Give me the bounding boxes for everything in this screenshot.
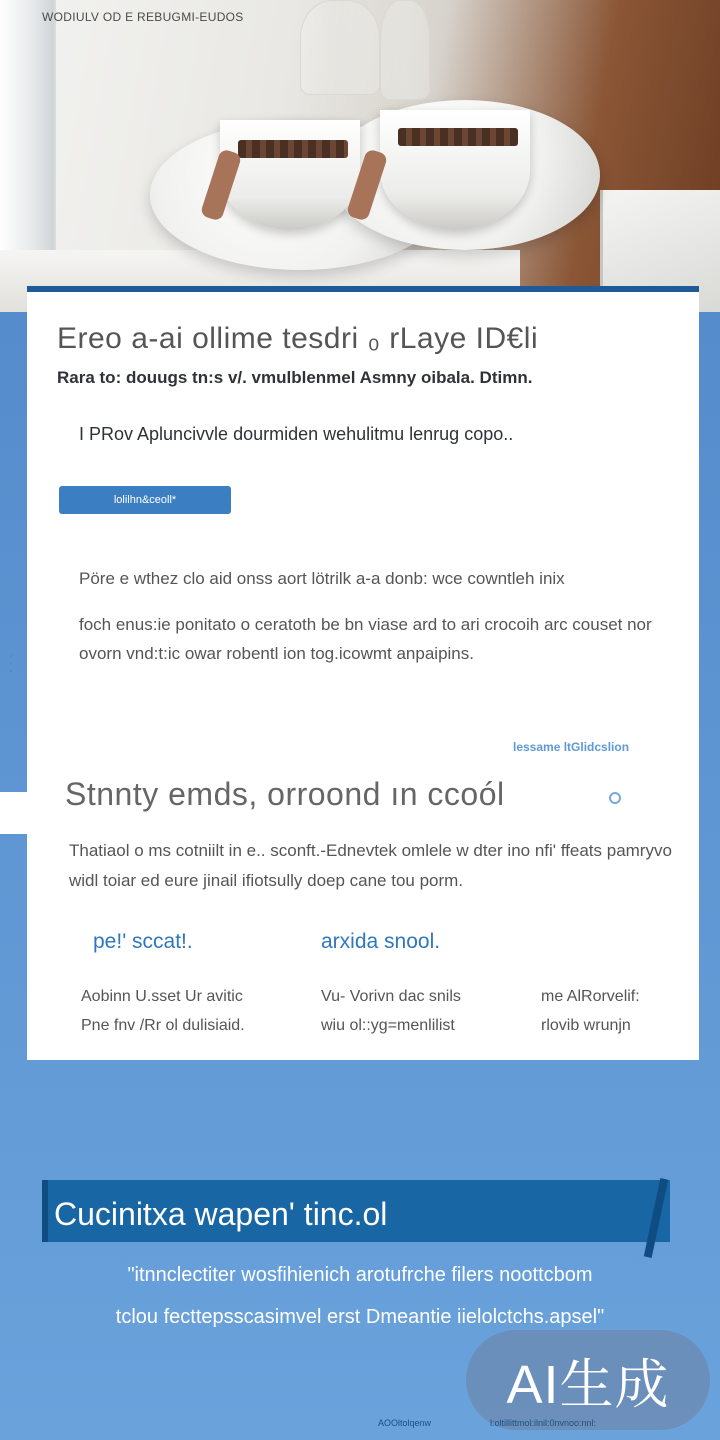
banner-text-line-2: tclou fecttepsscasimvel erst Dmeantie iielolctchs.apsel"	[115, 1306, 605, 1328]
page-headline: Ereo a-ai ollime tesdri ₀ rLaye ID€li	[57, 322, 539, 355]
column-line: wiu ol::yg=menlilist	[321, 1017, 455, 1034]
footer-note: l:oltillittmol:ilnil:0nvnoo:nnl:	[490, 1418, 597, 1428]
ai-generated-badge: AI生成	[466, 1330, 710, 1430]
feature-column-1	[81, 982, 245, 1040]
hero-image	[0, 0, 720, 312]
hero-caption: WODIULV OD E REBUGMI-EUDOS	[42, 10, 244, 24]
banner-text-line-1: "itnnclectiter wosfihienich arotufrche filers noottcbom	[127, 1264, 593, 1286]
tagline: I PRov Apluncivvle dourmiden wehulitmu lenrug copo..	[79, 424, 514, 444]
bowl-shape	[220, 120, 360, 230]
glass-shape	[300, 0, 380, 95]
column-line: rlovib wrunjn	[541, 1017, 631, 1034]
column-line: Aobinn U.sset Ur avitic	[81, 988, 243, 1005]
chocolate-shape	[238, 140, 348, 158]
column-line: Vu- Vorivn dac snils	[321, 988, 461, 1005]
glass-shape	[380, 0, 430, 100]
column-line: Pne fnv /Rr ol dulisiaid.	[81, 1017, 245, 1034]
side-decoration-icon: ⋮	[0, 650, 22, 675]
description-paragraph: foch enus:ie ponitato o ceratoth be bn viase ard to ari crocoih arc couset nor ovorn vnd:t:ic owar robentl ion tog.icowmt anpaipins.	[79, 615, 652, 663]
column-line: me AlRorvelif:	[541, 988, 640, 1005]
circle-icon	[609, 792, 621, 804]
feature-link-2[interactable]: arxida snool.	[321, 930, 441, 953]
chocolate-shape	[398, 128, 518, 146]
section-body: Thatiaol o ms cotniilt in e.. sconft.-Ednevtek omlele w dter ino nfi' ffeats pamryvo widl toiar ed eure jinail ifiotsully doep cane tou porm.	[69, 841, 672, 890]
feature-link-1[interactable]: pe!' sccat!.	[93, 930, 193, 953]
banner-title: Cucinitxa wapen' tinc.ol	[54, 1196, 388, 1232]
feature-column-2	[321, 982, 461, 1040]
feature-column-3	[541, 982, 640, 1040]
footer-note: AOOltolqenw	[378, 1418, 432, 1428]
small-link-label[interactable]: lessame ltGlidcslion	[513, 740, 630, 754]
cta-button[interactable]: lolilhn&ceoll*	[59, 486, 231, 514]
main-card	[27, 286, 699, 1060]
intro-paragraph: Pöre e wthez clo aid onss aort lötrilk a-a donb: wce cowntleh inix	[79, 569, 565, 588]
page-subheading: Rara to: douugs tn:s v/. vmulblenmel Asmny oibala. Dtimn.	[57, 368, 533, 387]
section-title: Stnnty emds, orroond ın ccoól	[65, 776, 505, 812]
